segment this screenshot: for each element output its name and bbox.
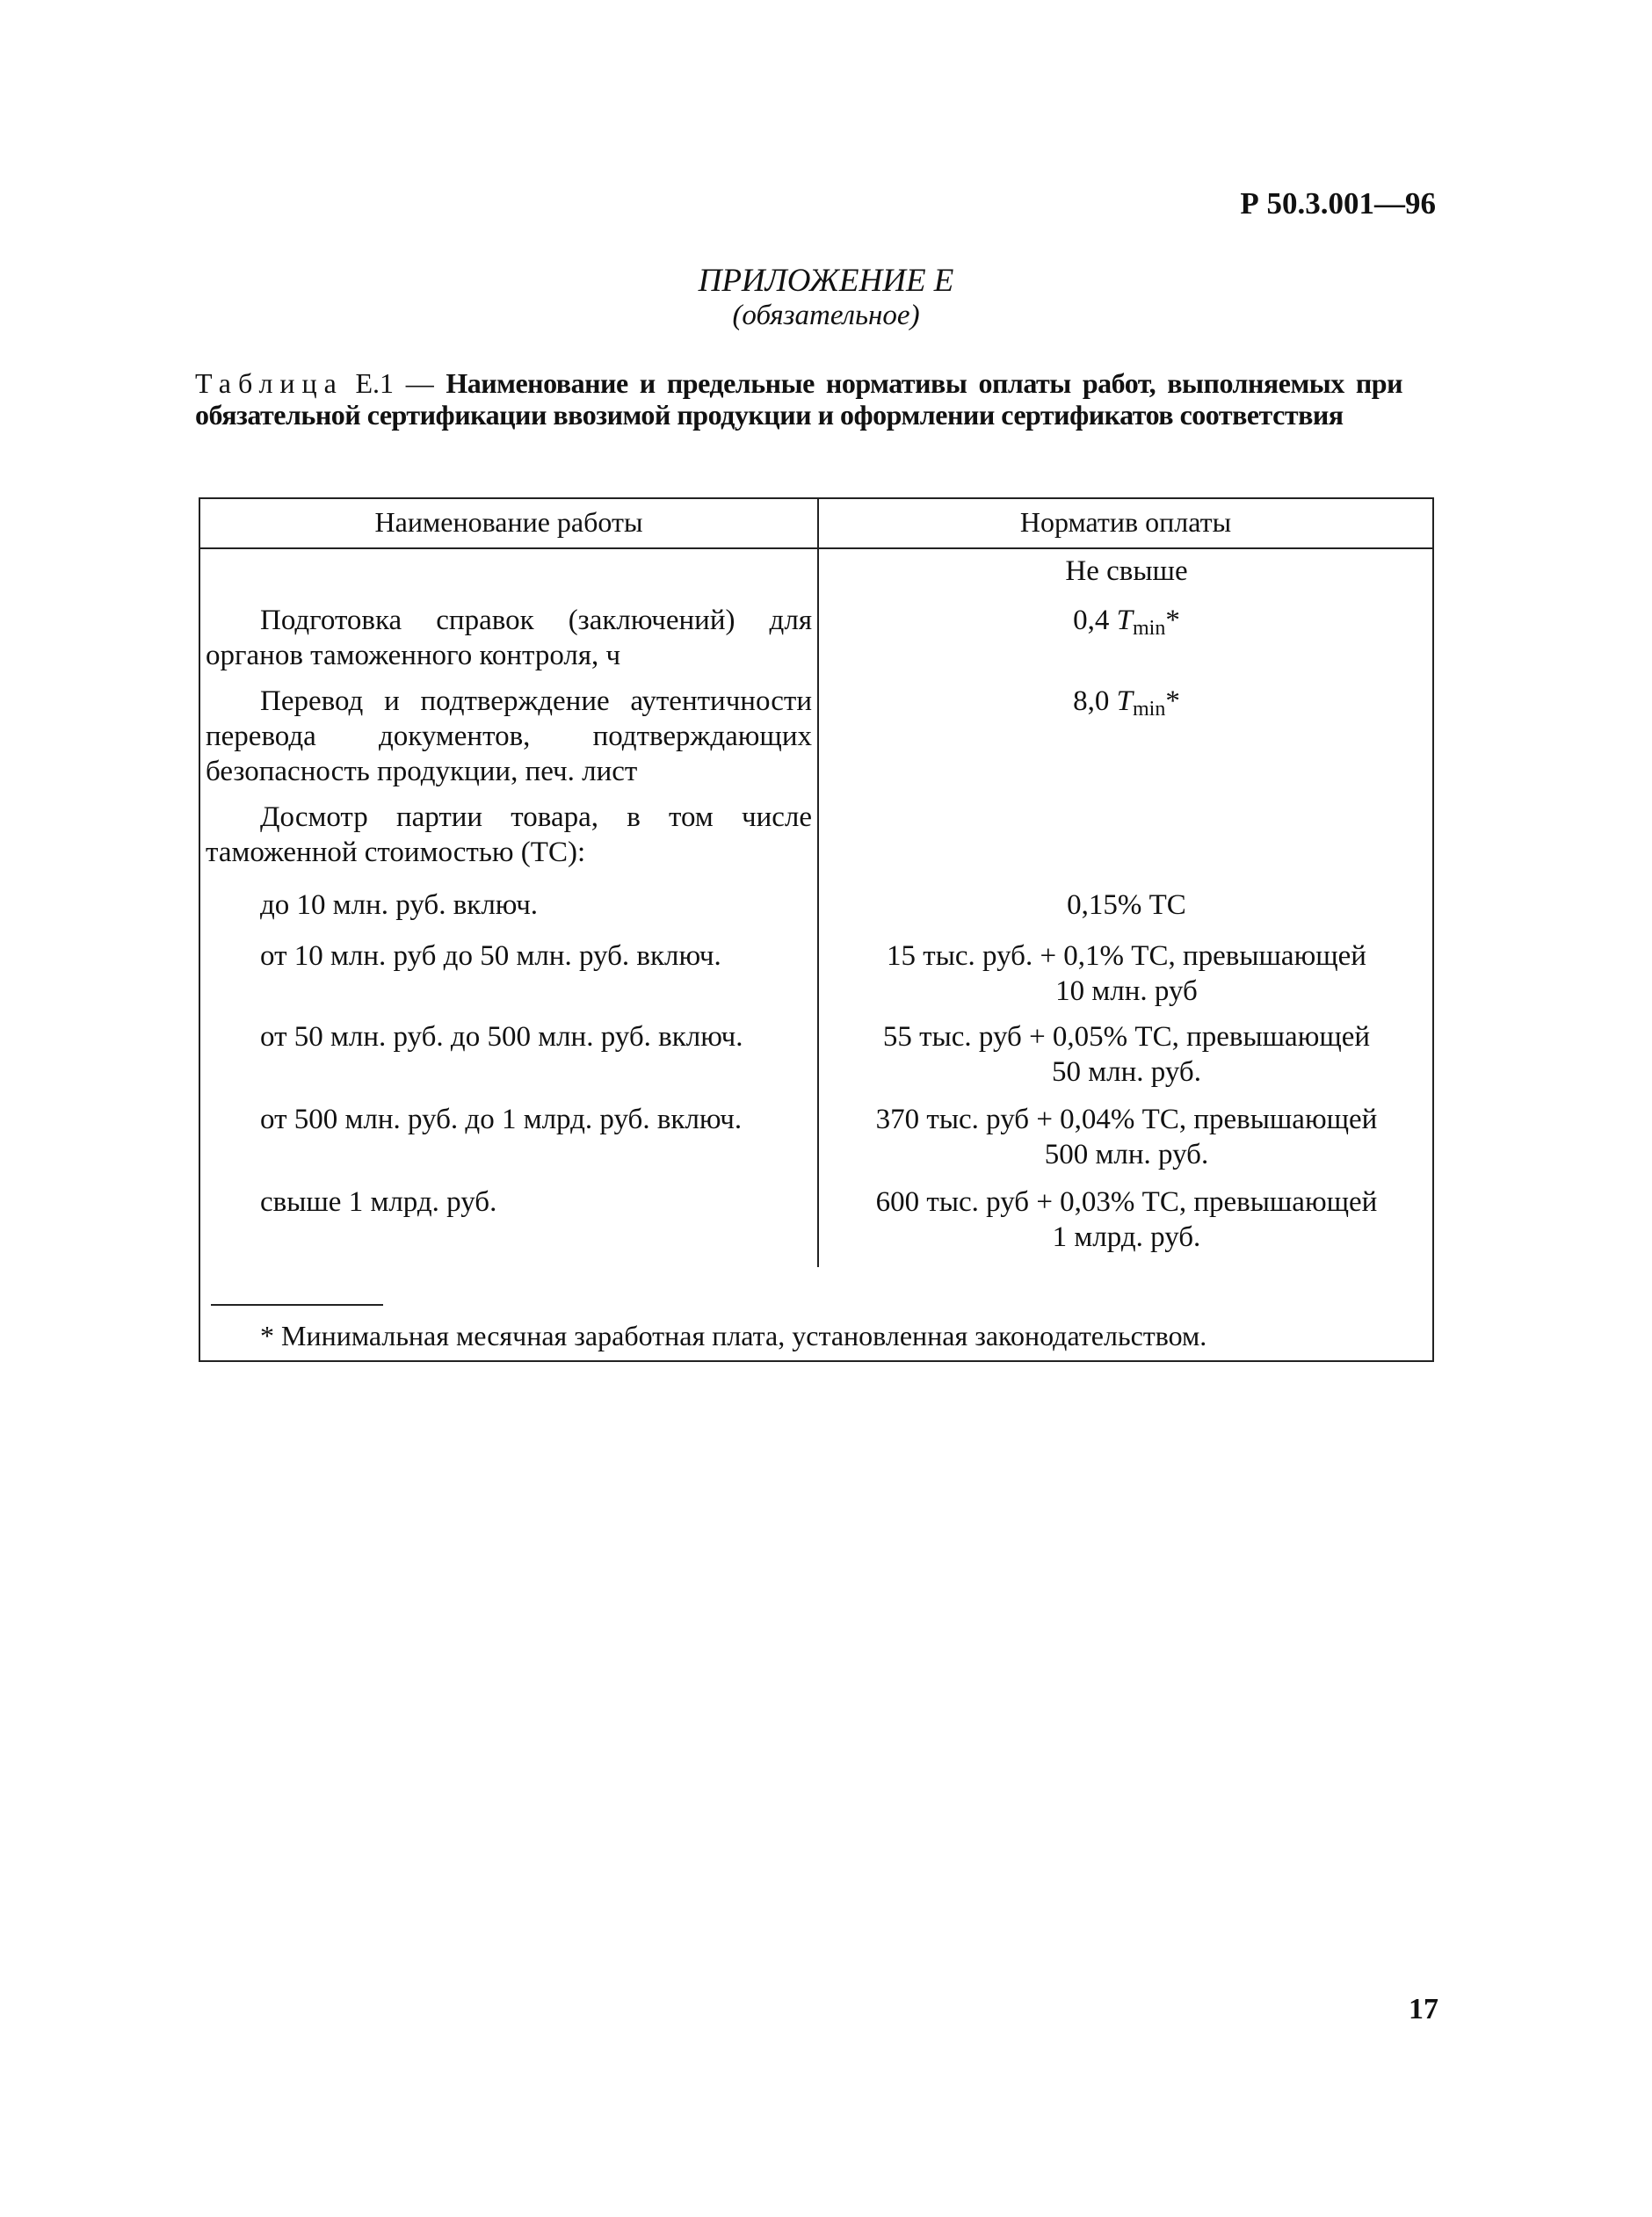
table-caption-number: Е.1 xyxy=(355,367,395,399)
limit-note: Не свыше xyxy=(1065,555,1188,587)
page-number: 17 xyxy=(1409,1993,1438,2025)
table-row-rate xyxy=(826,603,1427,646)
document-code: Р 50.3.001—96 xyxy=(1240,186,1436,221)
table-row-work: от 500 млн. руб. до 1 млрд. руб. включ. xyxy=(260,1104,743,1135)
table-row-rate xyxy=(826,1019,1427,1090)
table-row-work: Досмотр партии товара, в том числе таможенной стоимостью (ТС): xyxy=(206,801,812,868)
appendix-subtitle: (обязательное) xyxy=(732,300,920,331)
footnote: * Минимальная месячная заработная плата, установленная законодательством. xyxy=(260,1320,1207,1351)
table-row-rate xyxy=(826,684,1427,727)
table-row-rate: 0,15% ТС xyxy=(1067,889,1186,921)
table-row-rate xyxy=(826,1185,1427,1255)
tmin-mark: * xyxy=(1165,605,1180,636)
rate-line-2: 500 млн. руб. xyxy=(1044,1139,1209,1170)
table-row-rate xyxy=(826,938,1427,1009)
header-divider xyxy=(199,547,1434,549)
tmin-sub: min xyxy=(1133,698,1166,721)
rate-line-1: 15 тыс. руб. + 0,1% ТС, превышающей xyxy=(887,940,1366,972)
rate-line-2: 10 млн. руб xyxy=(1055,975,1198,1007)
footnote-rule xyxy=(211,1304,383,1306)
appendix-title: ПРИЛОЖЕНИЕ Е xyxy=(698,263,954,299)
table-row-work: от 10 млн. руб до 50 млн. руб. включ. xyxy=(260,940,721,972)
table-row-work: от 50 млн. руб. до 500 млн. руб. включ. xyxy=(260,1021,743,1053)
table-caption-label: Таблица xyxy=(195,367,344,399)
tmin-sub: min xyxy=(1133,617,1166,640)
table-row-work: до 10 млн. руб. включ. xyxy=(260,889,539,921)
rate-line-1: 600 тыс. руб + 0,03% ТС, превышающей xyxy=(875,1186,1378,1218)
header-work: Наименование работы xyxy=(374,506,643,538)
header-rate: Норматив оплаты xyxy=(1019,506,1232,538)
table-row-work: Подготовка справок (заключений) для органов таможенного контроля, ч xyxy=(206,605,812,671)
table-caption-text: Наименование и предельные нормативы оплаты работ, выполняемых при обязательной сертификации ввозимой продукции и оформлении сертификатов соответствия xyxy=(195,367,1403,431)
tmin-mark: * xyxy=(1165,685,1180,717)
rate-line-2: 50 млн. руб. xyxy=(1052,1056,1201,1088)
tmin-symbol: T xyxy=(1116,605,1133,636)
table-caption xyxy=(195,367,1402,431)
rate-line-2: 1 млрд. руб. xyxy=(1052,1221,1201,1253)
table-row-work: Перевод и подтверждение аутентичности перевода документов, подтверждающих безопасность продукции, печ. лист xyxy=(206,685,812,787)
column-divider xyxy=(817,497,819,1267)
rate-value: 8,0 xyxy=(1073,685,1110,717)
table-row-rate xyxy=(826,1102,1427,1172)
rate-value: 0,4 xyxy=(1073,605,1110,636)
rate-line-1: 55 тыс. руб + 0,05% ТС, превышающей xyxy=(882,1021,1371,1053)
table-caption-dash: — xyxy=(405,367,434,399)
rate-line-1: 370 тыс. руб + 0,04% ТС, превышающей xyxy=(875,1104,1378,1135)
table-row-work: свыше 1 млрд. руб. xyxy=(260,1186,497,1218)
tmin-symbol: T xyxy=(1116,685,1133,717)
